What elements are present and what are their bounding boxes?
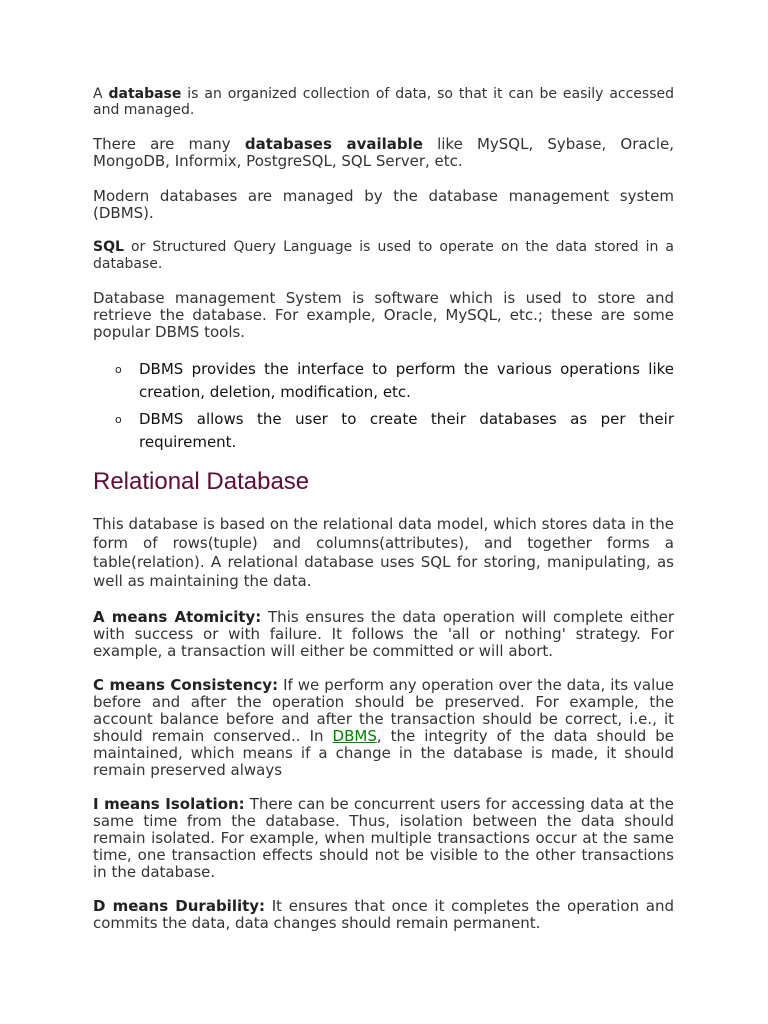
section-heading: Relational Database — [93, 468, 310, 495]
durability-label: D means Durability: — [93, 897, 266, 915]
intro-paragraph-5: Database management System is software which is used to store and retrieve the database. For example, Oracle, MySQL, etc.; these are some popular DBMS tools. — [93, 289, 674, 341]
text: is an organized collection of data, so that it can be easily accessed and managed. — [93, 86, 674, 118]
text: or Structured Query Language is used to operate on the data stored in a database. — [93, 239, 674, 272]
circle-bullet-icon: o — [115, 363, 122, 376]
term-sql: SQL — [93, 239, 124, 255]
intro-paragraph-2 — [93, 136, 674, 170]
list-item — [115, 408, 674, 454]
list-item-text: DBMS allows the user to create their databases as per their requirement. — [139, 410, 674, 451]
list-item — [115, 358, 674, 404]
document-page — [93, 86, 674, 932]
consistency-label: C means Consistency: — [93, 676, 279, 694]
text: This ensures the data operation will complete either with success or with failure. It follows the 'all or nothing' strategy. For example, a transaction will either be committed or will abort. — [93, 608, 675, 660]
dbms-link[interactable]: DBMS — [332, 727, 377, 745]
text: A — [93, 86, 109, 102]
text: It ensures that once it completes the operation and commits the data, data changes should remain permanent. — [93, 897, 675, 932]
atomicity-paragraph — [93, 609, 674, 660]
durability-paragraph — [93, 898, 674, 932]
isolation-label: I means Isolation: — [93, 795, 245, 813]
consistency-paragraph — [93, 677, 674, 779]
relational-paragraph: This database is based on the relational data model, which stores data in the form of rows(tuple) and columns(attributes), and together forms a table(relation). A relational database uses SQL for storing, manipulating, as well as maintaining the data. — [93, 515, 674, 590]
intro-paragraph-4 — [93, 239, 674, 273]
text: , the integrity of the data should be maintained, which means if a change in the database is made, it should remain preserved always — [93, 727, 675, 779]
text: There are many — [93, 135, 245, 153]
intro-paragraph-1 — [93, 86, 674, 118]
text: There can be concurrent users for accessing data at the same time from the database. Thus, isolation between the data should remain isolated. For example, when multiple transactions occur at the same time, one transaction effects should not be visible to the other transactions in the database. — [93, 795, 674, 881]
intro-paragraph-3: Modern databases are managed by the database management system (DBMS). — [93, 187, 674, 222]
list-item-text: DBMS provides the interface to perform the various operations like creation, deletion, modification, etc. — [139, 360, 674, 401]
isolation-paragraph — [93, 796, 674, 881]
text: like MySQL, Sybase, Oracle, MongoDB, Informix, PostgreSQL, SQL Server, etc. — [93, 135, 674, 170]
text: If we perform any operation over the data, its value before and after the operation should be preserved. For example, the account balance before and after the transaction should be correct, i.e., it should remain conserved.. In — [93, 676, 675, 745]
term-databases-available: databases available — [244, 135, 423, 153]
circle-bullet-icon: o — [115, 413, 122, 426]
atomicity-label: A means Atomicity: — [93, 608, 262, 626]
term-database: database — [108, 86, 182, 102]
dbms-feature-list — [93, 358, 674, 454]
